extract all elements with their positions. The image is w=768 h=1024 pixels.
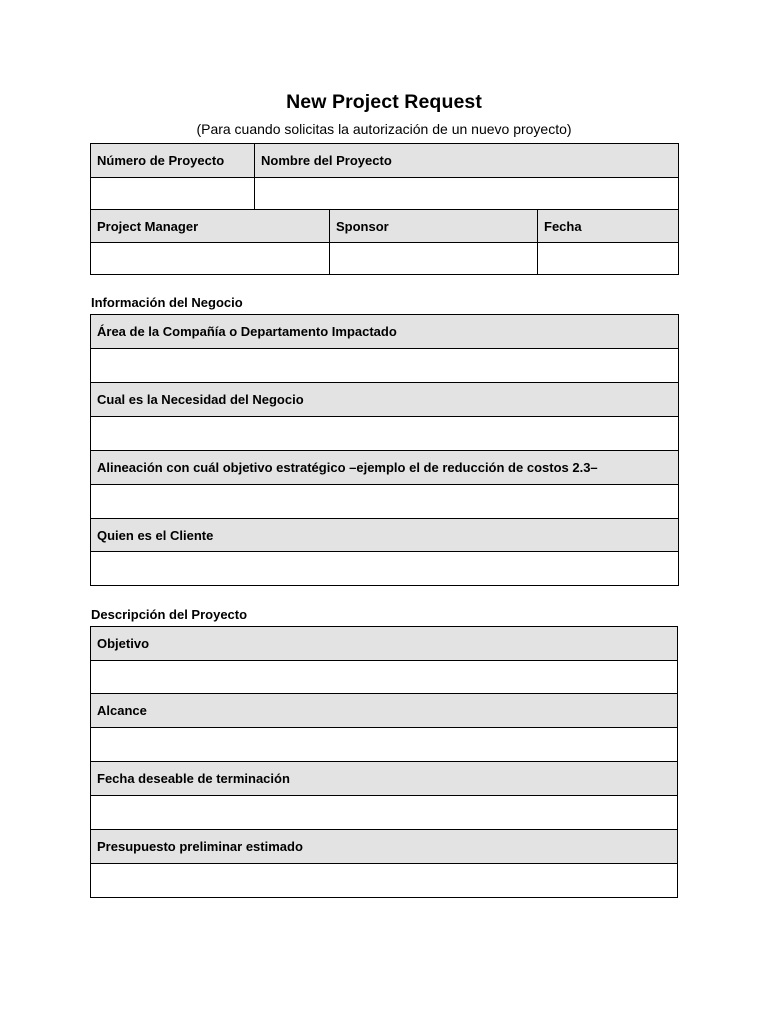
table-row <box>91 485 679 519</box>
negocio-heading: Información del Negocio <box>91 295 243 310</box>
alineacion-objetivo-label: Alineación con cuál objetivo estratégico –ejemplo el de reducción de costos 2.3– <box>91 451 679 485</box>
table-row <box>91 728 678 762</box>
fecha-label: Fecha <box>538 210 679 243</box>
table-row <box>91 243 679 275</box>
nombre-proyecto-label: Nombre del Proyecto <box>255 144 679 178</box>
proyecto-heading: Descripción del Proyecto <box>91 607 248 622</box>
table-row <box>91 519 679 552</box>
alcance-label: Alcance <box>91 694 678 728</box>
table-row <box>91 417 679 451</box>
negocio-table <box>90 314 679 586</box>
alineacion-objetivo-field[interactable] <box>91 485 679 519</box>
sponsor-field[interactable] <box>330 243 538 275</box>
fecha-terminacion-field[interactable] <box>91 796 678 830</box>
necesidad-negocio-field[interactable] <box>91 417 679 451</box>
table-row <box>91 864 678 898</box>
fecha-field[interactable] <box>538 243 679 275</box>
table-row <box>91 694 678 728</box>
table-row <box>91 627 678 661</box>
numero-proyecto-field[interactable] <box>91 178 255 210</box>
table-row <box>91 552 679 586</box>
table-row <box>91 144 679 178</box>
table-row <box>91 451 679 485</box>
area-compania-field[interactable] <box>91 349 679 383</box>
presupuesto-field[interactable] <box>91 864 678 898</box>
table-row <box>91 796 678 830</box>
table-row <box>91 762 678 796</box>
document-title: New Project Request <box>286 91 482 113</box>
sponsor-label: Sponsor <box>330 210 538 243</box>
project-manager-label: Project Manager <box>91 210 330 243</box>
document-subtitle: (Para cuando solicitas la autorización de un nuevo proyecto) <box>196 121 572 137</box>
project-manager-field[interactable] <box>91 243 330 275</box>
table-row <box>91 830 678 864</box>
table-row <box>91 315 679 349</box>
numero-proyecto-label: Número de Proyecto <box>91 144 255 178</box>
alcance-field[interactable] <box>91 728 678 762</box>
presupuesto-label: Presupuesto preliminar estimado <box>91 830 678 864</box>
cliente-label: Quien es el Cliente <box>91 519 679 552</box>
necesidad-negocio-label: Cual es la Necesidad del Negocio <box>91 383 679 417</box>
cliente-field[interactable] <box>91 552 679 586</box>
table-row <box>91 210 679 243</box>
area-compania-label: Área de la Compañía o Departamento Impactado <box>91 315 679 349</box>
objetivo-field[interactable] <box>91 661 678 694</box>
table-row <box>91 349 679 383</box>
table-row <box>91 661 678 694</box>
fecha-terminacion-label: Fecha deseable de terminación <box>91 762 678 796</box>
proyecto-table <box>90 626 678 898</box>
table-row <box>91 178 679 210</box>
nombre-proyecto-field[interactable] <box>255 178 679 210</box>
objetivo-label: Objetivo <box>91 627 678 661</box>
project-header-table <box>90 143 679 275</box>
table-row <box>91 383 679 417</box>
